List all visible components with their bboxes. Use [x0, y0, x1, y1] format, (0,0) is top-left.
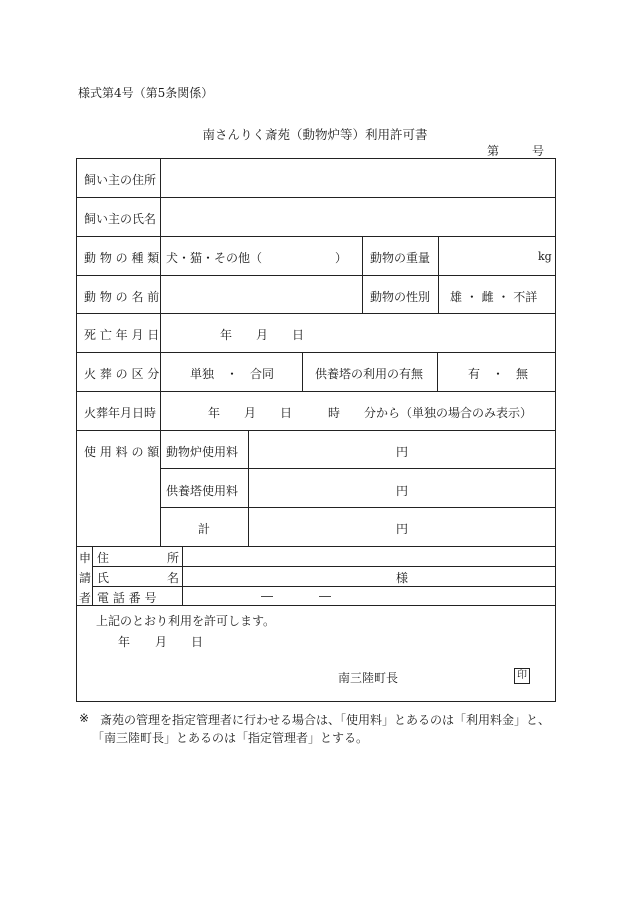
- tower-fee-unit: 円: [396, 484, 409, 498]
- row-line: [92, 566, 556, 567]
- border-bottom: [76, 701, 556, 702]
- animal-sex-label: 動物の性別: [370, 290, 431, 304]
- col-line: [302, 352, 303, 391]
- note-mark: ※: [79, 711, 90, 725]
- owner-name-field[interactable]: [162, 199, 554, 235]
- row-line: [76, 197, 556, 198]
- row-line: [92, 586, 556, 587]
- issuer-name: 南三陸町長: [338, 671, 399, 685]
- fee-label: 使 用 料 の 額: [84, 445, 160, 459]
- animal-type-close: ）: [335, 251, 348, 265]
- note-line-2: 「南三陸町長」とあるのは「指定管理者」とする。: [92, 731, 369, 745]
- col-line: [160, 158, 161, 546]
- cremation-datetime-label: 火葬年月日時: [84, 406, 157, 420]
- name-suffix: 様: [396, 571, 409, 585]
- tower-fee-label: 供養塔使用料: [166, 484, 239, 498]
- phone-dash-2: ―: [319, 589, 331, 603]
- col-line: [437, 352, 438, 391]
- applicant-side-1: 申: [79, 551, 92, 565]
- animal-sex-options[interactable]: 雄 ・ 雌 ・ 不詳: [450, 290, 538, 304]
- furnace-fee-unit: 円: [396, 445, 409, 459]
- row-line: [160, 507, 556, 508]
- cremation-type-label: 火 葬 の 区 分: [84, 367, 160, 381]
- col-line: [248, 430, 249, 546]
- animal-weight-unit: kg: [538, 250, 552, 263]
- death-date-label: 死 亡 年 月 日: [84, 328, 160, 342]
- animal-name-label: 動 物 の 名 前: [84, 290, 160, 304]
- animal-name-field[interactable]: [162, 277, 360, 312]
- row-line: [76, 236, 556, 237]
- col-line: [182, 546, 183, 605]
- applicant-address-field[interactable]: [184, 547, 554, 565]
- border-top: [76, 158, 556, 159]
- phone-label: 電 話 番 号: [97, 591, 157, 605]
- col-line: [438, 236, 439, 314]
- permission-statement: 上記のとおり利用を許可します。: [96, 614, 276, 628]
- number-go: 号: [532, 144, 545, 158]
- owner-address-label: 飼い主の住所: [84, 173, 157, 187]
- death-date-nen: 年: [220, 328, 233, 342]
- permission-date-hi: 日: [191, 635, 204, 649]
- death-date-hi: 日: [292, 328, 305, 342]
- total-label: 計: [198, 522, 211, 536]
- document-title: 南さんりく斎苑（動物炉等）利用許可書: [202, 127, 428, 142]
- note-line-1: 斎苑の管理を指定管理者に行わせる場合は、「使用料」とあるのは「利用料金」と、: [100, 713, 551, 727]
- applicant-side-2: 請: [79, 571, 92, 585]
- permission-date-tsuki: 月: [155, 635, 168, 649]
- phone-dash-1: ―: [261, 589, 273, 603]
- row-line: [76, 430, 556, 431]
- row-line: [76, 391, 556, 392]
- name-label-2: 名: [167, 571, 180, 585]
- col-line: [92, 546, 93, 605]
- row-line: [76, 275, 556, 276]
- address-label-2: 所: [167, 551, 180, 565]
- seal-icon: 印: [514, 668, 530, 684]
- row-line: [160, 468, 556, 469]
- row-line: [76, 313, 556, 314]
- animal-weight-label: 動物の重量: [370, 251, 431, 265]
- animal-type-options[interactable]: 犬・猫・その他（: [166, 251, 263, 265]
- death-date-tsuki: 月: [256, 328, 269, 342]
- memorial-tower-label: 供養塔の利用の有無: [315, 367, 424, 381]
- number-dai: 第: [487, 144, 500, 158]
- applicant-side-3: 者: [79, 591, 92, 605]
- address-label-1: 住: [97, 551, 110, 565]
- col-line: [362, 236, 363, 314]
- total-unit: 円: [396, 522, 409, 536]
- memorial-tower-options[interactable]: 有 ・ 無: [468, 367, 529, 381]
- animal-type-label: 動 物 の 種 類: [84, 251, 160, 265]
- name-label-1: 氏: [97, 571, 110, 585]
- permission-date-nen: 年: [118, 635, 131, 649]
- row-line: [76, 352, 556, 353]
- furnace-fee-label: 動物炉使用料: [166, 445, 239, 459]
- form-number: 様式第4号（第5条関係）: [78, 86, 214, 100]
- owner-name-label: 飼い主の氏名: [84, 212, 157, 226]
- cremation-datetime-value: 年 月 日 時 分から（単独の場合のみ表示）: [208, 406, 533, 420]
- owner-address-field[interactable]: [162, 160, 554, 196]
- cremation-type-options[interactable]: 単独 ・ 合同: [190, 367, 275, 381]
